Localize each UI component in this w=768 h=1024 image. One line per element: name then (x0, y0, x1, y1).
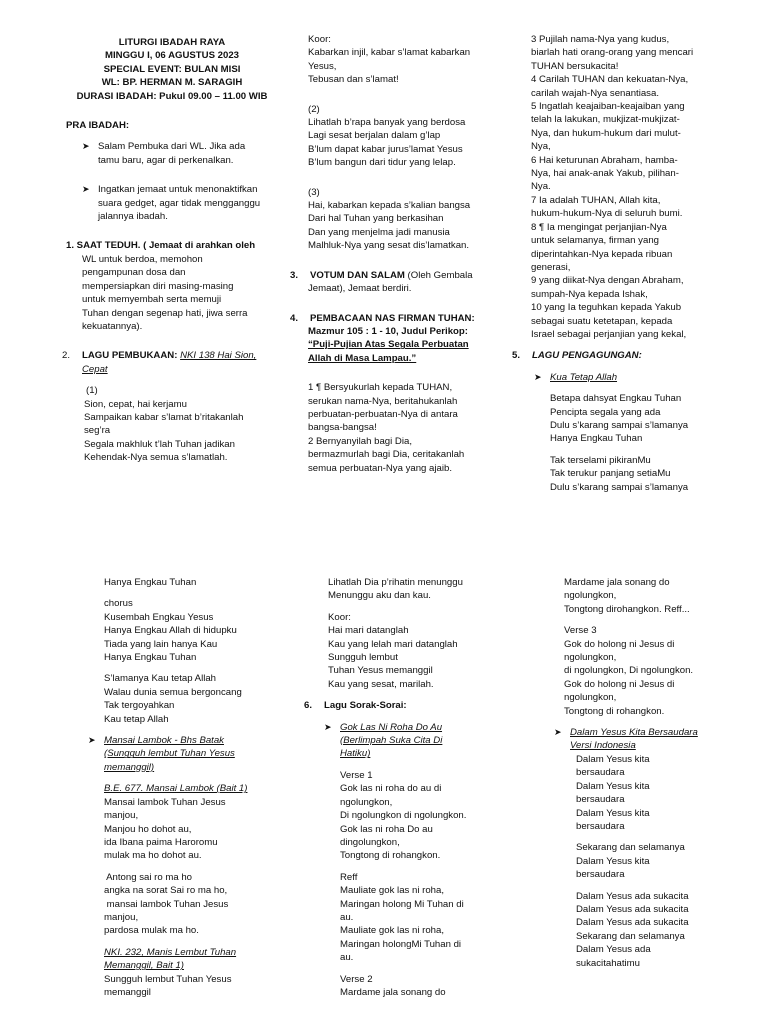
nas-reference: Mazmur 105 : 1 - 10, Judul Perikop: (308, 325, 468, 337)
scripture-line: generasi, (531, 261, 571, 273)
lyric-line: Sungguh lembut (328, 652, 398, 664)
scripture-line: perbuatan-perbuatan-Nya di antara (308, 408, 458, 420)
lyric-line: ngolungkon, (564, 590, 617, 602)
nas-heading: 4. PEMBACAAN NAS FIRMAN TUHAN: (290, 312, 475, 324)
scripture-line: Israel sebagai perjanjian yang kekal, (531, 328, 687, 340)
scripture-line: Nya. (531, 181, 551, 193)
bullet-text: jalannya ibadah. (98, 211, 168, 223)
scripture-line: 4 Carilah TUHAN dan kekuatan-Nya, (531, 74, 689, 86)
column-3 (512, 33, 752, 494)
song-title-item: ➤ Gok Las Ni Roha Do Au (324, 721, 443, 733)
lyric-line: Yesus, (308, 60, 337, 72)
arrow-bullet-icon: ➤ (82, 141, 90, 152)
arrow-bullet-icon: ➤ (88, 735, 96, 746)
arrow-bullet-icon: ➤ (82, 184, 90, 195)
scripture-line: semua perbuatan-Nya yang ajaib. (308, 462, 452, 474)
lyric-line: Sampaikan kabar s’lamat b’ritakanlah (84, 411, 244, 423)
song-title-item: ➤ Kua Tetap Allah (534, 371, 618, 383)
lyric-line: bersaudara (576, 820, 625, 832)
scripture-line: sebagai suatu ketetapan, kepada (531, 315, 673, 327)
header-event: SPECIAL EVENT: BULAN MISI (103, 63, 241, 75)
song-reference: B.E. 677. Mansai Lambok (Bait 1) (104, 783, 248, 795)
lyric-line: Betapa dahsyat Engkau Tuhan (550, 393, 682, 405)
scripture-line: diperintahkan-Nya kepada ribuan (531, 248, 673, 260)
scripture-line: 3 Pujilah nama-Nya yang kudus, (531, 34, 670, 45)
lyric-line: Lagi sesat berjalan dalam g’lap (308, 130, 441, 142)
lyric-line: Tebusan dan s’lamat! (308, 74, 399, 86)
lyric-line: au. (340, 911, 354, 923)
song-subtitle: Hatiku) (340, 748, 371, 760)
song-subtitle: (Berlimpah Suka Cita Di (340, 735, 443, 747)
perikop-title: “Puji-Pujian Atas Segala Perbuatan (308, 339, 469, 351)
pra-ibadah-heading: PRA IBADAH: (66, 120, 130, 132)
lyric-line: Kau tetap Allah (104, 713, 169, 725)
lyric-line: Tongtong di rohangkon. (564, 705, 665, 717)
lyric-line: Manjou ho dohot au, (104, 823, 192, 835)
lyric-line: Gok las ni roha Do au (340, 823, 433, 835)
scripture-line: TUHAN bersukacita! (531, 60, 619, 72)
song-title-item: ➤ Dalam Yesus Kita Bersaudara (554, 727, 698, 739)
lyric-line: Mansai lambok Tuhan Jesus (104, 796, 226, 808)
lyric-line: Kabarkan injil, kabar s’lamat kabarkan (308, 47, 471, 59)
verse-number: (2) (308, 103, 320, 115)
lyric-line: Mardame jala sonang do (340, 986, 446, 998)
lyric-line: pardosa mulak ma ho. (104, 925, 199, 937)
bullet-text: suara gedget, agar tidak mengganggu (98, 197, 261, 209)
lyric-line: Dalam Yesus ada sukacita (576, 890, 689, 902)
header-wl: WL: BP. HERMAN M. SARAGIH (101, 77, 243, 89)
lyric-line: Dalam Yesus kita (576, 780, 650, 792)
lyric-line: Tak terukur panjang setiaMu (550, 468, 671, 480)
song-title-item: ➤ Mansai Lambok - Bhs Batak (88, 735, 224, 747)
column-2 (290, 33, 510, 475)
lyric-line: S’lamanya Kau tetap Allah (104, 673, 217, 685)
saat-text: pengampunan dosa dan (82, 267, 186, 279)
scripture-line: sumpah-Nya kepada Ishak, (531, 288, 648, 300)
scripture-line: bangsa-bangsa! (308, 422, 377, 434)
lyric-line: Menunggu aku dan kau. (328, 590, 431, 602)
song-subtitle: (Sungguh lembut Tuhan Yesus (104, 748, 235, 760)
lyric-line: au. (340, 952, 354, 964)
lyric-line: Dalam Yesus ada sukacita (576, 903, 689, 915)
lyric-line: manjou, (104, 911, 139, 923)
lyric-line: Kau yang sesat, marilah. (328, 678, 434, 690)
bullet-text: tamu baru, agar di perkenalkan. (98, 154, 234, 166)
song-subtitle: memanggil) (104, 761, 155, 773)
pengagungan-heading: 5. LAGU PENGAGUNGAN: (512, 350, 642, 362)
lyric-line: Mauliate gok las ni roha, (340, 885, 444, 897)
reff-label: Reff (340, 871, 358, 883)
song-ref: Cepat (82, 363, 108, 375)
scripture-line: telah la lakukan, mukjizat-mukjizat- (531, 114, 680, 126)
saat-text: Tuhan dengan segenap hati, jiwa serra (82, 307, 248, 319)
lyric-line: Hanya Engkau Tuhan (104, 652, 197, 664)
lyric-line: Gok las ni roha do au di (340, 783, 442, 795)
lyric-line: Dalam Yesus ada (576, 944, 651, 956)
saat-text: untuk memyembah serta memuji (82, 294, 222, 306)
saat-text: mempersiapkan diri masing-masing (82, 280, 234, 292)
lyric-line: ngolungkon, (340, 796, 393, 808)
lyric-line: sukacitahatimu (576, 957, 640, 969)
lyric-line: ngolungkon, (564, 652, 617, 664)
song-reference: NKI. 232, Manis Lembut Tuhan (104, 946, 237, 958)
column-1 (62, 36, 282, 465)
lyric-line: Maringan holongMi Tuhan di (340, 938, 462, 950)
lyric-line: Lihatlah Dia p’rihatin menunggu (328, 577, 463, 588)
lyric-line: Lihatlah b’rapa banyak yang berdosa (308, 117, 466, 129)
bullet-item: ➤ Ingatkan jemaat untuk menonaktifkan (82, 184, 258, 196)
lyric-line: Dalam Yesus kita (576, 807, 650, 819)
page-half-bottom (0, 570, 768, 1024)
column-6 (548, 576, 748, 970)
scripture-line: 1 ¶ Bersyukurlah kepada TUHAN, (308, 382, 453, 394)
lyric-line: seg’ra (84, 425, 111, 437)
lyric-line: Hai, kabarkan kepada s’kalian bangsa (308, 200, 471, 212)
scripture-line: 10 yang Ia teguhkan kepada Yakub (531, 302, 682, 314)
saat-text: kekuatannya). (82, 320, 143, 332)
scripture-line: bermazmurlah bagi Dia, ceritakanlah (308, 449, 465, 461)
verse-number: (1) (86, 385, 98, 397)
column-4 (88, 576, 288, 999)
saat-teduh-line: 1. SAAT TEDUH. ( Jemaat di arahkan oleh (66, 240, 256, 252)
scripture-line: 7 Ia adalah TUHAN, Allah kita, (531, 194, 661, 206)
lyric-line: Antong sai ro ma ho (104, 871, 192, 883)
header-title: LITURGI IBADAH RAYA (118, 37, 226, 48)
koor-label: Koor: (308, 34, 331, 45)
perikop-title: Allah di Masa Lampau.” (308, 352, 417, 364)
arrow-bullet-icon: ➤ (534, 371, 542, 382)
lyric-line: mulak ma ho dohot au. (104, 850, 202, 862)
lyric-line: Dalam Yesus kita (576, 855, 650, 867)
lyric-line: Mauliate gok las ni roha, (340, 925, 444, 937)
lyric-line: B’lum bangun dari tidur yang lelap. (308, 157, 456, 169)
lyric-line: Sekarang dan selamanya (576, 842, 685, 854)
scripture-line: 6 Hai keturunan Abraham, hamba- (531, 154, 678, 166)
column-5 (304, 576, 504, 999)
scripture-line: Nya, hai anak-anak Yakub, pilihan- (531, 168, 679, 180)
lyric-line: Tak terselami pikiranMu (550, 454, 651, 466)
header-date: MINGGU I, 06 AGUSTUS 2023 (105, 50, 239, 62)
lyric-line: bersaudara (576, 767, 625, 779)
lyric-line: Tak tergoyahkan (104, 700, 175, 712)
lyric-line: Gok do holong ni Jesus di (564, 678, 675, 690)
scripture-line: 8 ¶ Ia mengingat perjanjian-Nya (531, 221, 667, 233)
lyric-line: Hanya Engkau Allah di hidupku (104, 625, 237, 637)
scripture-line: carilah wajah-Nya senantiasa. (531, 87, 659, 99)
lyric-line: Dulu s’karang sampai s’lamanya (550, 419, 689, 431)
lyric-line: Kau yang lelah mari datanglah (328, 638, 458, 650)
bullet-item: ➤ Salam Pembuka dari WL. Jika ada (82, 141, 246, 153)
lyric-line: di ngolungkon, Di ngolungkon. (564, 665, 694, 677)
arrow-bullet-icon: ➤ (324, 721, 332, 732)
lyric-line: Sekarang dan selamanya (576, 930, 685, 942)
votum-text: Jemaat), Jemaat berdiri. (308, 283, 412, 295)
lyric-line: Gok do holong ni Jesus di (564, 638, 675, 650)
lyric-line: Hanya Engkau Tuhan (550, 433, 643, 445)
lyric-line: Hanya Engkau Tuhan (104, 577, 197, 588)
lyric-line: Sion, cepat, hai kerjamu (84, 398, 187, 410)
scripture-line: Nya, dan hukum-hukum dari mulut- (531, 127, 681, 139)
lyric-line: Dalam Yesus kita (576, 753, 650, 765)
lyric-line: Hai mari datanglah (328, 625, 409, 637)
lyric-line: Maringan holong Mi Tuhan di (340, 898, 464, 910)
lyric-line: memanggil (104, 986, 151, 998)
lyric-line: Kusembah Engkau Yesus (104, 611, 214, 623)
lyric-line: Dalam Yesus ada sukacita (576, 917, 689, 929)
scripture-line: serukan nama-Nya, beritahukanlah (308, 395, 458, 407)
lyric-line: ngolungkon, (564, 692, 617, 704)
scripture-line: Nya, (531, 141, 551, 153)
scripture-line: hukum-hukum-Nya di seluruh bumi. (531, 208, 683, 220)
scripture-line: 2 Bernyanyilah bagi Dia, (308, 435, 412, 447)
lyric-line: Tiada yang lain hanya Kau (104, 638, 218, 650)
verse-number: (3) (308, 186, 320, 198)
chorus-label: chorus (104, 598, 133, 610)
song-reference: Memanggil, Bait 1) (104, 960, 184, 972)
lyric-line: Pencipta segala yang ada (550, 406, 661, 418)
scripture-line: 5 Ingatlah keajaiban-keajaiban yang (531, 101, 685, 113)
lyric-line: Sungguh lembut Tuhan Yesus (104, 973, 232, 985)
header-duration: DURASI IBADAH: Pukul 09.00 – 11.00 WIB (76, 90, 268, 102)
lagu-pembukaan-heading: 2. LAGU PEMBUKAAN: NKI 138 Hai Sion, (62, 350, 257, 362)
lyric-line: Dan yang menjelma jadi manusia (308, 226, 450, 238)
sorak-heading: 6. Lagu Sorak-Sorai: (304, 700, 407, 712)
verse-label: Verse 1 (340, 769, 373, 781)
lyric-line: ida Ibana paima Haroromu (104, 836, 218, 848)
scripture-line: 9 yang diikat-Nya dengan Abraham, (531, 275, 684, 287)
scripture-line: biarlah hati orang-orang yang mencari (531, 47, 694, 59)
lyric-line: Walau dunia semua bergoncang (104, 686, 242, 698)
lyric-line: Dulu s’karang sampai s’lamanya (550, 481, 689, 493)
lyric-line: Mardame jala sonang do (564, 577, 670, 588)
scripture-line: untuk selamanya, firman yang (531, 235, 659, 247)
lyric-line: mansai lambok Tuhan Jesus (104, 898, 229, 910)
lyric-line: angka na sorat Sai ro ma ho, (104, 885, 228, 897)
lyric-line: Tongtong di rohangkon. (340, 850, 441, 862)
lyric-line: Tongtong dirohangkon. Reff... (564, 603, 690, 615)
koor-label: Koor: (328, 611, 351, 623)
song-subtitle: Versi Indonesia (570, 740, 636, 752)
lyric-line: Segala makhluk t’lah Tuhan jadikan (84, 438, 235, 450)
votum-heading: 3. VOTUM DAN SALAM (Oleh Gembala (290, 269, 473, 281)
arrow-bullet-icon: ➤ (554, 727, 562, 738)
lyric-line: B’lum dapat kabar jurus’lamat Yesus (308, 143, 463, 155)
lyric-line: Di ngolungkon di ngolungkon. (340, 810, 467, 822)
lyric-line: dingolungkon, (340, 836, 400, 848)
saat-text: WL untuk berdoa, memohon (82, 253, 203, 265)
lyric-line: Kehendak-Nya semua s’lamatlah. (84, 452, 228, 464)
lyric-line: manjou, (104, 810, 139, 822)
lyric-line: bersaudara (576, 869, 625, 881)
lyric-line: Dari hal Tuhan yang berkasihan (308, 213, 444, 225)
verse-label: Verse 2 (340, 973, 373, 985)
lyric-line: Malhluk-Nya yang sesat dis’lamatkan. (308, 240, 470, 252)
lyric-line: bersaudara (576, 794, 625, 806)
lyric-line: Tuhan Yesus memanggil (328, 665, 433, 677)
verse-label: Verse 3 (564, 625, 597, 637)
